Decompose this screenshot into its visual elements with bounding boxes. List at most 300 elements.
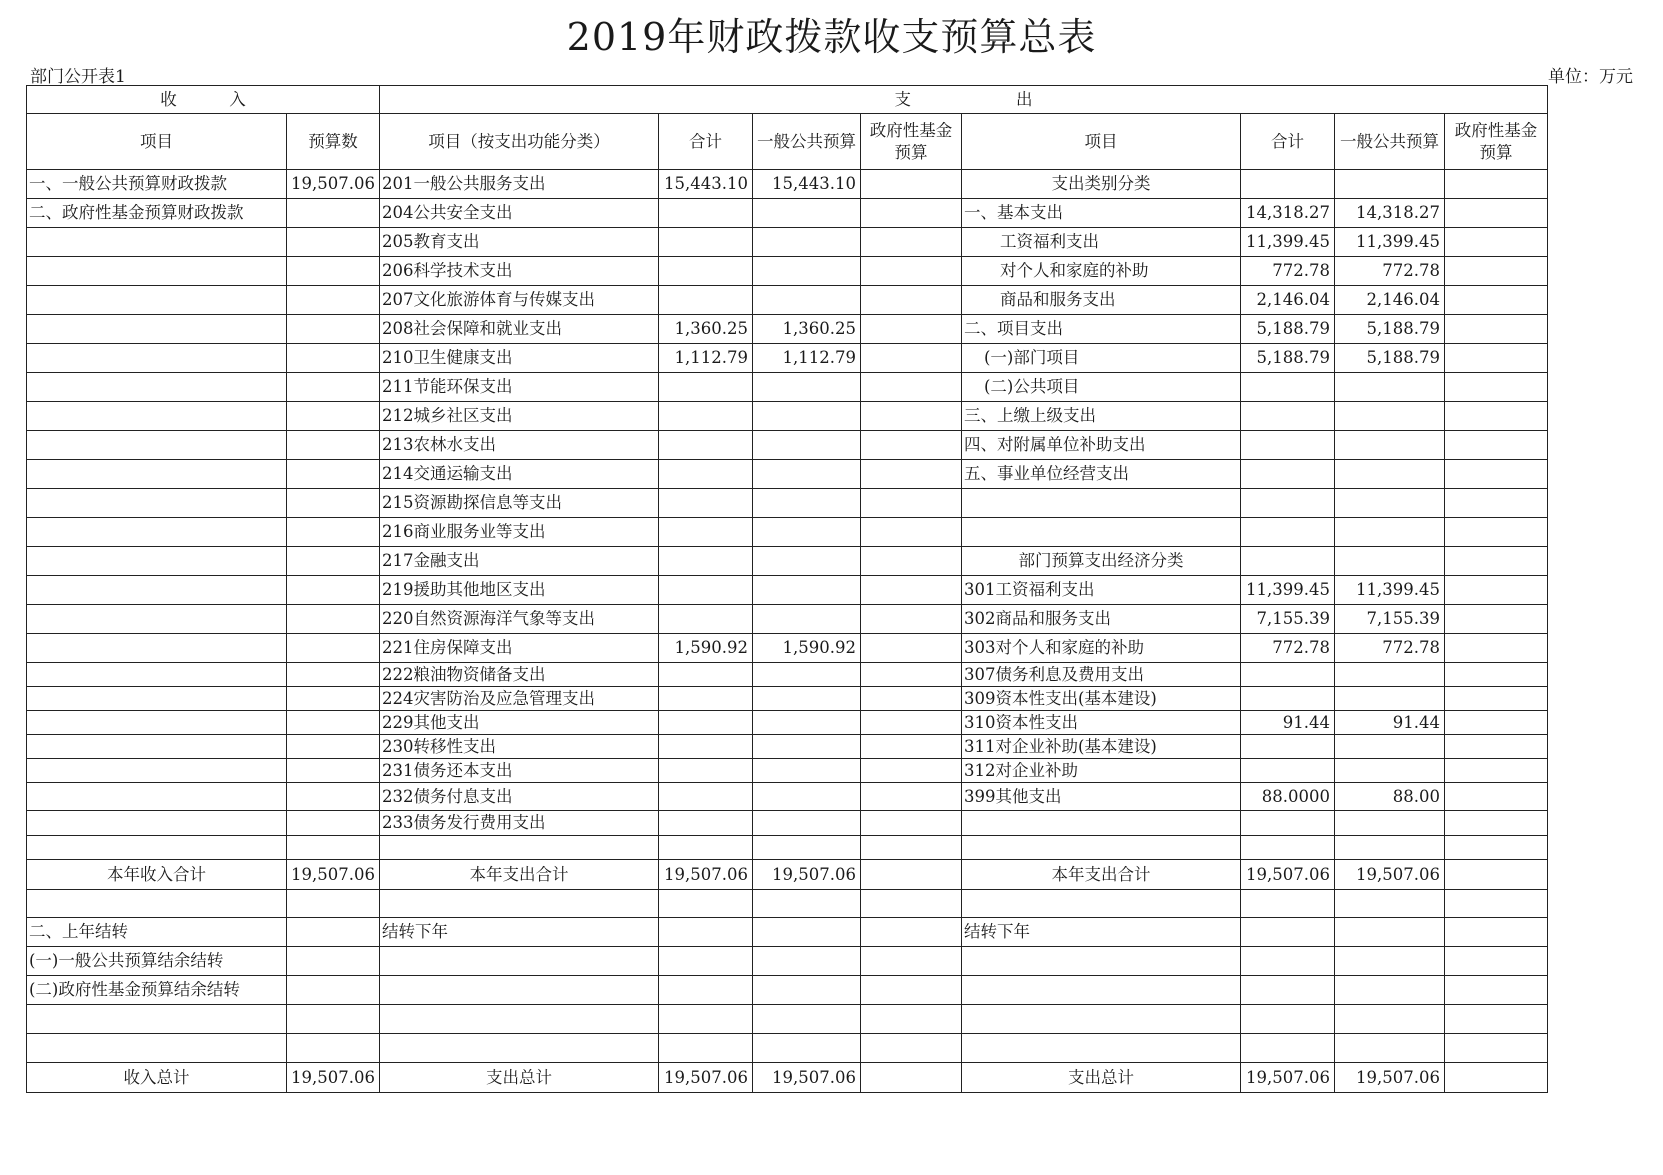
table-row (27, 402, 1548, 431)
table-cell (1445, 836, 1548, 860)
table-cell (861, 257, 962, 286)
table-cell: 399其他支出 (962, 783, 1241, 811)
table-cell (287, 634, 380, 663)
table-cell (861, 783, 962, 811)
table-cell (659, 547, 753, 576)
table-cell: 二、项目支出 (962, 315, 1241, 344)
table-cell (1335, 402, 1445, 431)
table-cell (659, 518, 753, 547)
table-cell (753, 947, 861, 976)
table-cell: 19,507.06 (1241, 1063, 1335, 1093)
table-cell (380, 947, 659, 976)
table-cell (753, 605, 861, 634)
table-row (27, 759, 1548, 783)
table-cell (753, 518, 861, 547)
table-cell: 5,188.79 (1335, 344, 1445, 373)
table-cell: 224灾害防治及应急管理支出 (380, 687, 659, 711)
table-cell (1445, 431, 1548, 460)
table-cell: 15,443.10 (659, 170, 753, 199)
table-cell (380, 890, 659, 918)
table-cell: 216商业服务业等支出 (380, 518, 659, 547)
table-cell: 结转下年 (962, 918, 1241, 947)
table-cell (962, 890, 1241, 918)
table-cell (287, 315, 380, 344)
table-cell (861, 547, 962, 576)
table-cell (27, 836, 287, 860)
table-cell (753, 402, 861, 431)
table-cell (1445, 918, 1548, 947)
table-cell (659, 199, 753, 228)
table-cell: 一、基本支出 (962, 199, 1241, 228)
table-row (27, 860, 1548, 890)
table-row (27, 373, 1548, 402)
table-cell (1335, 170, 1445, 199)
table-cell: 206科学技术支出 (380, 257, 659, 286)
table-cell: 一、一般公共预算财政拨款 (27, 170, 287, 199)
table-cell (753, 735, 861, 759)
table-cell (1335, 687, 1445, 711)
table-cell (27, 489, 287, 518)
table-cell: 309资本性支出(基本建设) (962, 687, 1241, 711)
table-cell (659, 460, 753, 489)
table-cell: 213农林水支出 (380, 431, 659, 460)
table-row (27, 947, 1548, 976)
table-cell: 211节能环保支出 (380, 373, 659, 402)
table-cell: 5,188.79 (1241, 344, 1335, 373)
table-cell (861, 228, 962, 257)
table-cell: 1,360.25 (659, 315, 753, 344)
table-cell: 231债务还本支出 (380, 759, 659, 783)
table-row (27, 711, 1548, 735)
table-row (27, 1005, 1548, 1034)
table-cell: 支出总计 (380, 1063, 659, 1093)
table-cell: 220自然资源海洋气象等支出 (380, 605, 659, 634)
table-cell (861, 836, 962, 860)
table-cell (659, 228, 753, 257)
col-general-budget: 一般公共预算 (753, 114, 861, 170)
table-cell (659, 811, 753, 836)
col-total: 合计 (659, 114, 753, 170)
table-cell: 19,507.06 (753, 1063, 861, 1093)
table-cell (659, 489, 753, 518)
form-number: 部门公开表1 (30, 67, 126, 87)
table-row (27, 344, 1548, 373)
table-row (27, 170, 1548, 199)
table-row (27, 634, 1548, 663)
table-cell (753, 811, 861, 836)
table-cell (1445, 170, 1548, 199)
table-cell: 307债务利息及费用支出 (962, 663, 1241, 687)
table-cell: 19,507.06 (287, 860, 380, 890)
table-cell (1241, 918, 1335, 947)
table-cell (861, 976, 962, 1005)
table-cell: 19,507.06 (753, 860, 861, 890)
table-cell (659, 836, 753, 860)
table-cell: 232债务付息支出 (380, 783, 659, 811)
table-cell: 772.78 (1335, 257, 1445, 286)
table-cell (1335, 663, 1445, 687)
table-cell: 对个人和家庭的补助 (962, 257, 1241, 286)
table-cell (27, 783, 287, 811)
table-cell (861, 735, 962, 759)
table-cell (861, 431, 962, 460)
table-row (27, 257, 1548, 286)
table-cell (27, 257, 287, 286)
table-cell (27, 576, 287, 605)
table-cell (861, 711, 962, 735)
table-cell (380, 976, 659, 1005)
table-cell (1241, 735, 1335, 759)
table-cell: 二、政府性基金预算财政拨款 (27, 199, 287, 228)
table-cell (1445, 976, 1548, 1005)
table-cell (1335, 373, 1445, 402)
table-cell (659, 759, 753, 783)
table-cell (861, 860, 962, 890)
table-cell (1241, 402, 1335, 431)
table-cell: 11,399.45 (1335, 228, 1445, 257)
table-cell (1445, 759, 1548, 783)
table-cell (1445, 735, 1548, 759)
table-cell: 结转下年 (380, 918, 659, 947)
table-cell: 19,507.06 (287, 170, 380, 199)
table-cell (962, 811, 1241, 836)
table-row (27, 518, 1548, 547)
table-cell (27, 228, 287, 257)
table-cell (287, 228, 380, 257)
table-cell (861, 1063, 962, 1093)
table-cell (861, 890, 962, 918)
table-cell: 310资本性支出 (962, 711, 1241, 735)
col-item: 项目 (27, 114, 287, 170)
table-cell (287, 1034, 380, 1063)
table-cell (287, 199, 380, 228)
table-cell (1335, 735, 1445, 759)
table-cell (287, 783, 380, 811)
table-cell (1241, 373, 1335, 402)
table-cell: 221住房保障支出 (380, 634, 659, 663)
table-cell (659, 373, 753, 402)
table-cell: 212城乡社区支出 (380, 402, 659, 431)
table-cell (861, 286, 962, 315)
table-cell: 14,318.27 (1335, 199, 1445, 228)
table-cell (861, 1034, 962, 1063)
table-row (27, 890, 1548, 918)
table-cell (1445, 663, 1548, 687)
table-cell (27, 344, 287, 373)
table-cell (27, 634, 287, 663)
table-cell: 312对企业补助 (962, 759, 1241, 783)
table-cell (380, 1034, 659, 1063)
table-cell (1445, 1034, 1548, 1063)
table-cell (287, 286, 380, 315)
table-row (27, 836, 1548, 860)
table-cell (380, 1005, 659, 1034)
table-cell (27, 518, 287, 547)
table-cell: 5,188.79 (1335, 315, 1445, 344)
table-cell (1445, 460, 1548, 489)
table-cell (659, 918, 753, 947)
table-cell (1445, 634, 1548, 663)
table-cell: 工资福利支出 (962, 228, 1241, 257)
table-cell: 2,146.04 (1241, 286, 1335, 315)
table-cell (1445, 228, 1548, 257)
table-cell: 311对企业补助(基本建设) (962, 735, 1241, 759)
table-cell (287, 373, 380, 402)
table-cell (287, 918, 380, 947)
income-group-header: 收 入 (27, 86, 380, 114)
table-cell (287, 759, 380, 783)
table-cell (1445, 890, 1548, 918)
table-cell (861, 811, 962, 836)
table-cell (380, 836, 659, 860)
table-cell (861, 1005, 962, 1034)
table-cell (1335, 947, 1445, 976)
table-cell: 五、事业单位经营支出 (962, 460, 1241, 489)
table-cell (27, 1034, 287, 1063)
table-cell (1445, 373, 1548, 402)
table-cell: 2,146.04 (1335, 286, 1445, 315)
table-cell (1445, 711, 1548, 735)
table-cell: 772.78 (1241, 257, 1335, 286)
table-cell (861, 518, 962, 547)
table-row (27, 460, 1548, 489)
table-cell (287, 431, 380, 460)
col-item-func: 项目（按支出功能分类） (380, 114, 659, 170)
table-cell (1335, 518, 1445, 547)
table-cell (1335, 759, 1445, 783)
table-cell: (一)部门项目 (962, 344, 1241, 373)
table-row (27, 918, 1548, 947)
table-cell (753, 286, 861, 315)
table-cell (1445, 687, 1548, 711)
table-cell: 772.78 (1335, 634, 1445, 663)
table-cell (1241, 431, 1335, 460)
table-cell: (二)政府性基金预算结余结转 (27, 976, 287, 1005)
table-cell (659, 783, 753, 811)
table-cell (861, 663, 962, 687)
table-cell (962, 947, 1241, 976)
table-cell (659, 947, 753, 976)
table-cell (753, 373, 861, 402)
table-row (27, 811, 1548, 836)
table-cell (659, 431, 753, 460)
table-cell (1241, 518, 1335, 547)
table-cell (861, 373, 962, 402)
table-cell (1445, 811, 1548, 836)
table-cell: 201一般公共服务支出 (380, 170, 659, 199)
table-row (27, 783, 1548, 811)
table-cell (27, 431, 287, 460)
table-cell (962, 489, 1241, 518)
table-cell (1445, 1063, 1548, 1093)
table-cell: 217金融支出 (380, 547, 659, 576)
table-row (27, 547, 1548, 576)
table-cell (287, 890, 380, 918)
table-cell (287, 836, 380, 860)
table-cell (287, 257, 380, 286)
table-cell: 1,360.25 (753, 315, 861, 344)
table-cell (27, 735, 287, 759)
table-cell: 本年支出合计 (380, 860, 659, 890)
table-cell: 91.44 (1241, 711, 1335, 735)
table-cell (753, 489, 861, 518)
table-cell (753, 918, 861, 947)
table-cell (1445, 947, 1548, 976)
page-title: 2019年财政拨款收支预算总表 (566, 15, 1097, 59)
col-total2: 合计 (1241, 114, 1335, 170)
table-cell: 本年支出合计 (962, 860, 1241, 890)
table-cell (861, 634, 962, 663)
table-cell (1445, 257, 1548, 286)
table-cell: 11,399.45 (1241, 228, 1335, 257)
table-cell: 1,590.92 (659, 634, 753, 663)
table-cell (1445, 860, 1548, 890)
table-row (27, 976, 1548, 1005)
table-cell (861, 170, 962, 199)
table-cell (287, 402, 380, 431)
table-cell: 19,507.06 (1241, 860, 1335, 890)
table-cell (1241, 976, 1335, 1005)
table-cell: 88.00 (1335, 783, 1445, 811)
table-cell (753, 836, 861, 860)
table-cell (287, 663, 380, 687)
table-row (27, 489, 1548, 518)
table-cell (861, 576, 962, 605)
table-cell: 19,507.06 (287, 1063, 380, 1093)
table-cell (659, 286, 753, 315)
table-cell (287, 518, 380, 547)
table-cell (27, 1005, 287, 1034)
table-cell (1335, 811, 1445, 836)
table-row (27, 735, 1548, 759)
table-cell (1335, 890, 1445, 918)
budget-table (26, 85, 1548, 1093)
table-cell (1335, 918, 1445, 947)
table-cell: 1,112.79 (659, 344, 753, 373)
table-cell (753, 576, 861, 605)
table-cell (1241, 687, 1335, 711)
col-budget: 预算数 (287, 114, 380, 170)
table-cell (27, 547, 287, 576)
table-cell: 四、对附属单位补助支出 (962, 431, 1241, 460)
table-cell (287, 976, 380, 1005)
table-cell (1335, 1005, 1445, 1034)
col-gov-fund: 政府性基金预算 (861, 114, 962, 170)
table-cell (861, 460, 962, 489)
table-cell (1241, 489, 1335, 518)
table-row (27, 663, 1548, 687)
table-cell (1241, 170, 1335, 199)
table-cell: 支出总计 (962, 1063, 1241, 1093)
table-cell: 支出类别分类 (962, 170, 1241, 199)
table-cell (287, 711, 380, 735)
table-cell (753, 687, 861, 711)
table-cell: 229其他支出 (380, 711, 659, 735)
table-cell (753, 228, 861, 257)
table-cell (1445, 518, 1548, 547)
table-cell (1241, 890, 1335, 918)
table-cell (1445, 315, 1548, 344)
table-cell (753, 547, 861, 576)
table-cell: 1,590.92 (753, 634, 861, 663)
table-cell: 三、上缴上级支出 (962, 402, 1241, 431)
table-cell (861, 489, 962, 518)
table-cell (753, 257, 861, 286)
table-cell (753, 431, 861, 460)
table-cell (753, 759, 861, 783)
table-cell (962, 518, 1241, 547)
table-cell (1241, 759, 1335, 783)
table-cell (659, 1034, 753, 1063)
table-cell (1335, 836, 1445, 860)
table-cell: (一)一般公共预算结余结转 (27, 947, 287, 976)
table-cell (1445, 286, 1548, 315)
table-cell: 303对个人和家庭的补助 (962, 634, 1241, 663)
table-cell (1445, 783, 1548, 811)
table-cell: 7,155.39 (1241, 605, 1335, 634)
table-cell: 214交通运输支出 (380, 460, 659, 489)
table-cell (1445, 547, 1548, 576)
table-row (27, 605, 1548, 634)
table-cell (962, 1034, 1241, 1063)
table-cell: 210卫生健康支出 (380, 344, 659, 373)
table-cell (27, 687, 287, 711)
table-cell (753, 199, 861, 228)
table-cell (27, 811, 287, 836)
table-row (27, 228, 1548, 257)
table-cell (753, 460, 861, 489)
table-row (27, 199, 1548, 228)
table-cell (1241, 547, 1335, 576)
table-cell: 19,507.06 (1335, 1063, 1445, 1093)
table-cell (659, 402, 753, 431)
table-cell (27, 711, 287, 735)
table-cell (1335, 431, 1445, 460)
table-cell (962, 1005, 1241, 1034)
table-cell (287, 687, 380, 711)
table-cell (659, 1005, 753, 1034)
table-cell: 11,399.45 (1335, 576, 1445, 605)
table-cell (287, 547, 380, 576)
table-cell: 11,399.45 (1241, 576, 1335, 605)
table-cell: 302商品和服务支出 (962, 605, 1241, 634)
table-cell (753, 711, 861, 735)
table-cell: 收入总计 (27, 1063, 287, 1093)
table-cell (962, 836, 1241, 860)
table-cell (861, 759, 962, 783)
table-cell (753, 1005, 861, 1034)
table-cell: 19,507.06 (659, 1063, 753, 1093)
table-cell (861, 605, 962, 634)
table-cell: 19,507.06 (659, 860, 753, 890)
table-cell (753, 976, 861, 1005)
table-cell (1241, 460, 1335, 489)
table-cell (287, 489, 380, 518)
table-cell: 301工资福利支出 (962, 576, 1241, 605)
table-cell (753, 663, 861, 687)
table-cell (1241, 947, 1335, 976)
table-cell: 772.78 (1241, 634, 1335, 663)
table-cell (1445, 402, 1548, 431)
table-cell (287, 344, 380, 373)
table-cell (753, 783, 861, 811)
table-cell (659, 711, 753, 735)
table-cell: 19,507.06 (1335, 860, 1445, 890)
table-cell (1241, 836, 1335, 860)
table-cell (861, 687, 962, 711)
table-cell: 88.0000 (1241, 783, 1335, 811)
table-cell (659, 257, 753, 286)
